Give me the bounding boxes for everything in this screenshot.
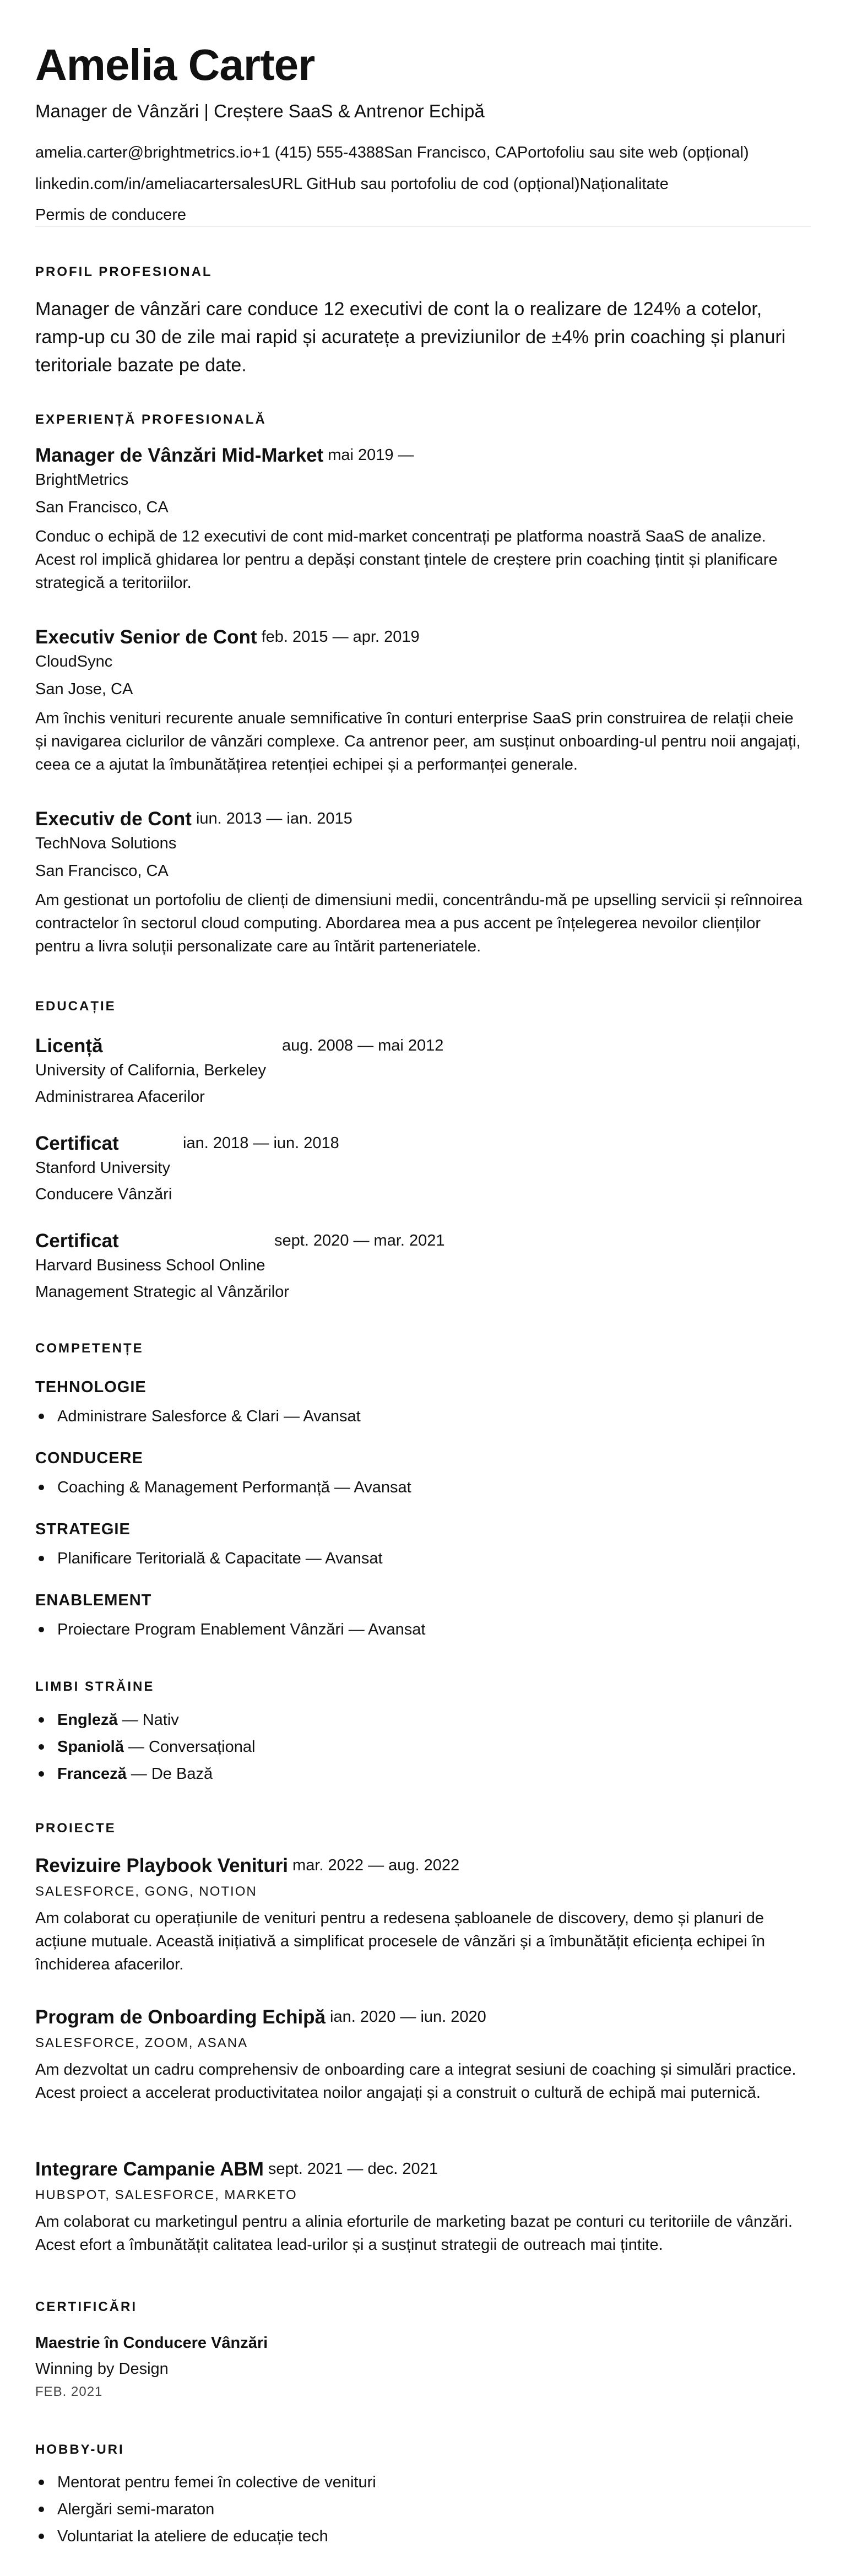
section-title-projects: PROIECTE [35, 1821, 116, 1836]
contact-row-2 [35, 175, 669, 194]
contact-location: San Francisco, CA [384, 144, 517, 161]
candidate-name: Amelia Carter [35, 40, 315, 89]
contact-license: Permis de conducere [35, 206, 187, 224]
section-title-summary: PROFIL PROFESIONAL [35, 264, 213, 279]
skill-item: Proiectare Program Enablement Vânzări — Avansat [35, 1616, 425, 1643]
certification-issuer: Winning by Design [35, 2359, 169, 2378]
experience-description: Conduc o echipă de 12 executivi de cont mid-market concentrați pe platforma noastră SaaS de analize. Acest rol implică ghidarea lor pentru a depăși constant țintele de creștere prin coaching țintit și planificare strategică a teritoriilor. [35, 527, 778, 592]
experience-company: CloudSync [35, 653, 113, 670]
contact-portfolio[interactable]: Portofoliu sau site web (opțional) [517, 144, 749, 161]
section-title-skills: COMPETENȚE [35, 1341, 144, 1356]
project-tech: SALESFORCE, ZOOM, ASANA [35, 2036, 248, 2050]
experience-item [35, 444, 811, 594]
skill-group-list [35, 1474, 411, 1501]
contact-row-1 [35, 143, 749, 163]
experience-role: Executiv Senior de Cont [35, 626, 257, 648]
skill-group-title: STRATEGIE [35, 1520, 131, 1538]
section-title-languages: LIMBI STRĂINE [35, 1679, 155, 1694]
experience-location: San Jose, CA [35, 680, 133, 698]
skill-item: Planificare Teritorială & Capacitate — Avansat [35, 1545, 383, 1572]
experience-company: TechNova Solutions [35, 835, 177, 852]
contact-row-3 [35, 205, 186, 225]
language-list [35, 1707, 255, 1788]
language-name: Spaniolă [57, 1738, 124, 1756]
contact-phone[interactable]: +1 (415) 555-4388 [252, 144, 384, 161]
education-item [35, 1035, 811, 1107]
skill-group-title: TEHNOLOGIE [35, 1378, 147, 1396]
experience-dates: feb. 2015 — apr. 2019 [261, 628, 420, 646]
section-title-hobbies: HOBBY-URI [35, 2442, 124, 2457]
language-level: — Conversațional [123, 1738, 256, 1756]
project-tech: SALESFORCE, GONG, NOTION [35, 1884, 257, 1899]
education-dates: sept. 2020 — mar. 2021 [274, 1232, 445, 1249]
project-item [35, 2158, 811, 2256]
skill-item: Administrare Salesforce & Clari — Avansat [35, 1403, 361, 1430]
project-description: Am colaborat cu marketingul pentru a alinia eforturile de marketing bazat pe conturi cu teritoriile de vânzări. Acest efort a îmbunătățit calitatea lead-urilor și a susținut strategii de outreach mai țintite. [35, 2212, 793, 2254]
education-field: Administrarea Afacerilor [35, 1087, 205, 1106]
hobby-item: Mentorat pentru femei în colective de venituri [35, 2469, 376, 2496]
project-item [35, 1854, 811, 1976]
education-degree: Licență [35, 1035, 103, 1057]
headline: Manager de Vânzări | Creștere SaaS & Antrenor Echipă [35, 101, 485, 121]
experience-description: Am închis venituri recurente anuale semnificative în conturi enterprise SaaS prin construirea de relații cheie și navigarea ciclurilor de vânzări complexe. Ca antrenor peer, am susținut onboarding-ul pentru noii angajați, ceea ce a ajutat la îmbunătățirea retenției echipei și a performanței generale. [35, 709, 801, 773]
certification-name: Maestrie în Conducere Vânzări [35, 2334, 268, 2352]
language-name: Engleză [57, 1711, 118, 1729]
education-school: University of California, Berkeley [35, 1062, 267, 1079]
skill-group-list [35, 1545, 383, 1572]
experience-item [35, 626, 811, 776]
contact-email[interactable]: amelia.carter@brightmetrics.io [35, 144, 252, 161]
skill-group-title: CONDUCERE [35, 1449, 143, 1467]
section-title-education: EDUCAȚIE [35, 999, 116, 1014]
experience-description: Am gestionat un portofoliu de clienți de dimensiuni medii, concentrându-mă pe upselling servicii și reînnoirea contractelor în sectorul cloud computing. Abordarea mea a pus accent pe înțelegerea nevoilor clienților pentru a livra soluții personalizate care au întărit parteneriatele. [35, 891, 802, 955]
education-degree: Certificat [35, 1133, 119, 1154]
summary-text: Manager de vânzări care conduce 12 executivi de cont la o realizare de 124% a cotelor, ramp-up cu 30 de zile mai rapid și acuratețe a previziunilor de ±4% prin coaching și planuri teritoriale bazate pe date. [35, 299, 786, 376]
language-level: — De Bază [126, 1765, 213, 1783]
experience-dates: mai 2019 — [328, 446, 414, 464]
project-dates: sept. 2021 — dec. 2021 [268, 2160, 438, 2178]
experience-role: Manager de Vânzări Mid-Market [35, 445, 324, 466]
certification-date: FEB. 2021 [35, 2384, 103, 2399]
section-title-experience: EXPERIENȚĂ PROFESIONALĂ [35, 412, 267, 427]
language-level: — Nativ [117, 1711, 179, 1729]
language-item [35, 1734, 255, 1761]
education-school: Harvard Business School Online [35, 1257, 265, 1274]
language-item [35, 1707, 255, 1734]
hobby-list [35, 2469, 376, 2550]
education-degree: Certificat [35, 1230, 119, 1252]
experience-role: Executiv de Cont [35, 808, 192, 830]
hobby-item: Voluntariat la ateliere de educație tech [35, 2523, 376, 2550]
experience-location: San Francisco, CA [35, 862, 169, 880]
experience-item [35, 808, 811, 958]
language-item [35, 1761, 255, 1788]
skill-item: Coaching & Management Performanță — Avansat [35, 1474, 411, 1501]
education-dates: aug. 2008 — mai 2012 [282, 1037, 444, 1054]
experience-company: BrightMetrics [35, 471, 129, 489]
education-school: Stanford University [35, 1159, 170, 1177]
project-description: Am colaborat cu operațiunile de venituri pentru a redesena șabloanele de discovery, demo și planuri de acțiune mutuale. Această inițiativă a simplificat procesele de vânzări și a îmbunătățit eficiența echipei în închiderea afacerilor. [35, 1909, 766, 1973]
project-item [35, 2006, 811, 2104]
experience-dates: iun. 2013 — ian. 2015 [196, 810, 352, 827]
project-name: Program de Onboarding Echipă [35, 2006, 326, 2028]
project-tech: HUBSPOT, SALESFORCE, MARKETO [35, 2188, 297, 2202]
contact-linkedin[interactable]: linkedin.com/in/ameliacartersales [35, 175, 271, 193]
skill-group-list [35, 1616, 425, 1643]
project-dates: mar. 2022 — aug. 2022 [292, 1857, 460, 1874]
project-name: Revizuire Playbook Venituri [35, 1855, 289, 1876]
education-dates: ian. 2018 — iun. 2018 [183, 1134, 339, 1152]
project-dates: ian. 2020 — iun. 2020 [330, 2008, 486, 2026]
skill-group-title: ENABLEMENT [35, 1592, 152, 1609]
education-item [35, 1230, 811, 1302]
contact-nationality: Naționalitate [579, 175, 669, 193]
education-field: Management Strategic al Vânzărilor [35, 1282, 290, 1301]
experience-location: San Francisco, CA [35, 498, 169, 516]
project-description: Am dezvoltat un cadru comprehensiv de onboarding care a integrat sesiuni de coaching și simulări practice. Acest proiect a accelerat productivitatea noilor angajați și a construit o cultură de echipă mai puternică. [35, 2060, 796, 2102]
project-name: Integrare Campanie ABM [35, 2158, 264, 2180]
contact-github[interactable]: URL GitHub sau portofoliu de cod (opțional) [270, 175, 580, 193]
education-item [35, 1132, 811, 1204]
skill-group-list [35, 1403, 361, 1430]
hobby-item: Alergări semi-maraton [35, 2496, 376, 2523]
language-name: Franceză [57, 1765, 127, 1783]
certification-item [35, 2334, 811, 2400]
section-title-certifications: CERTIFICĂRI [35, 2299, 137, 2314]
education-field: Conducere Vânzări [35, 1185, 172, 1203]
